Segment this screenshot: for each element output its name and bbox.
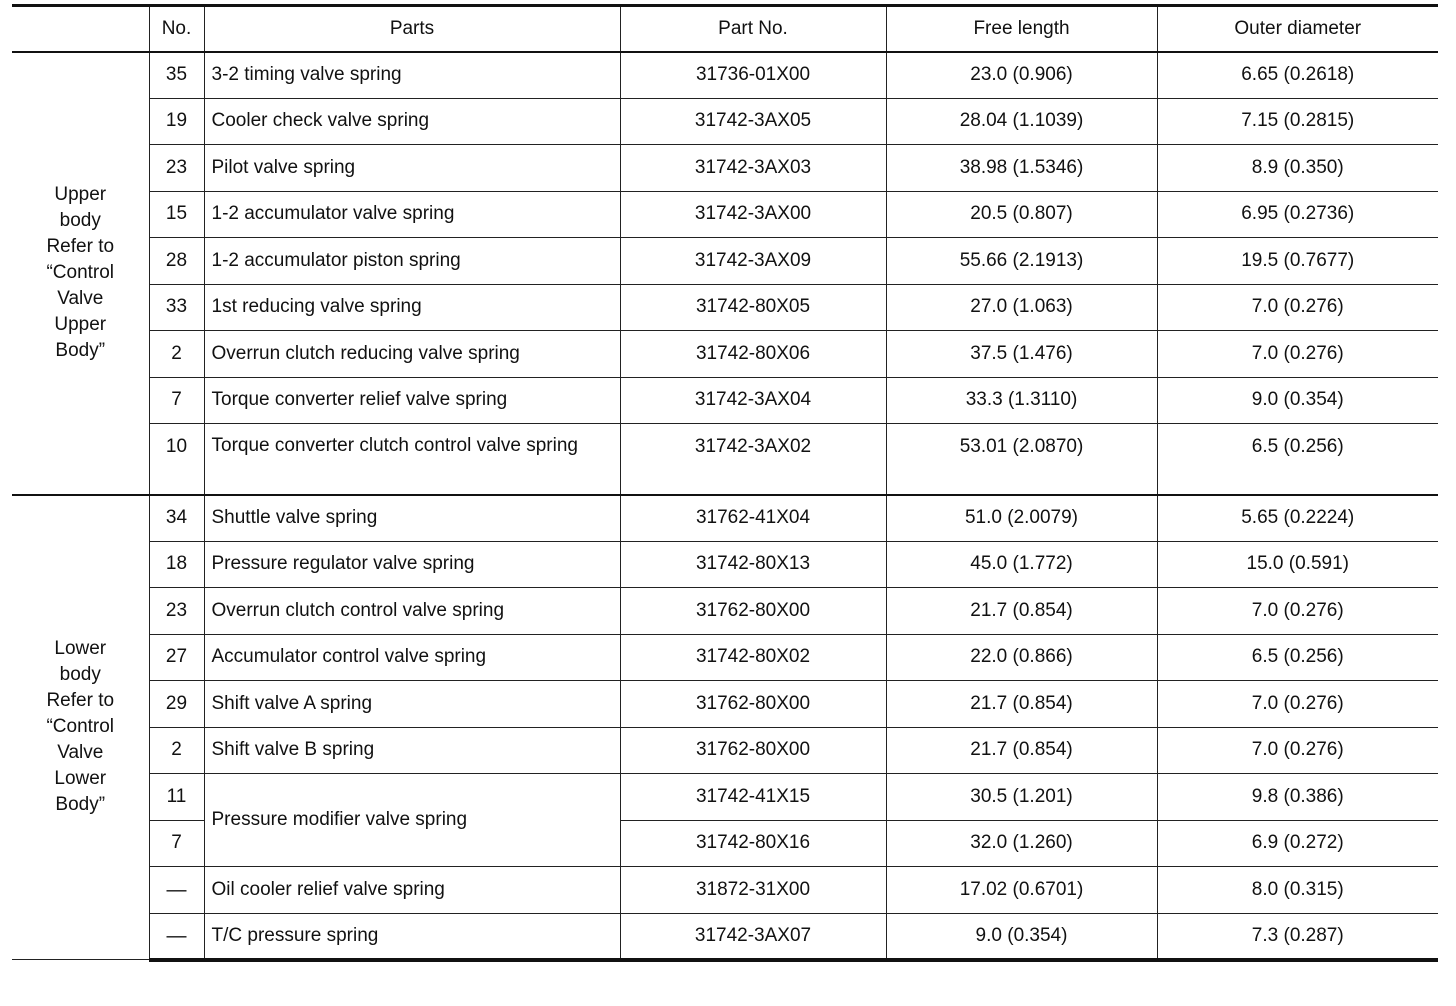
cell-part-no: 31742-80X05 [620,284,886,331]
cell-outer-diameter: 9.8 (0.386) [1157,774,1438,821]
cell-outer-diameter: 7.0 (0.276) [1157,284,1438,331]
table-row [12,541,1438,588]
cell-outer-diameter: 7.0 (0.276) [1157,588,1438,635]
cell-no: 34 [149,495,204,542]
cell-part: T/C pressure spring [204,913,620,960]
cell-part: Overrun clutch reducing valve spring [204,331,620,378]
cell-free-length: 30.5 (1.201) [886,774,1157,821]
cell-free-length: 21.7 (0.854) [886,588,1157,635]
table-row [12,681,1438,728]
group-label-line: Upper [54,314,107,335]
cell-no: 35 [149,52,204,99]
cell-outer-diameter: 8.0 (0.315) [1157,867,1438,914]
group-label-line: Lower [54,768,107,790]
cell-free-length: 21.7 (0.854) [886,681,1157,728]
cell-part: Pilot valve spring [204,145,620,192]
group-label-line: Valve [57,742,104,764]
cell-part-no: 31742-3AX00 [620,191,886,238]
cell-part: Shuttle valve spring [204,495,620,542]
cell-no: 23 [149,588,204,635]
cell-no: 15 [149,191,204,238]
lower-body-group [12,495,1438,960]
spring-spec-table [12,4,1438,962]
cell-part: 1-2 accumulator valve spring [204,191,620,238]
cell-part-no: 31742-3AX05 [620,98,886,145]
cell-free-length: 33.3 (1.3110) [886,377,1157,424]
cell-part-no: 31762-80X00 [620,681,886,728]
cell-outer-diameter: 7.0 (0.276) [1157,727,1438,774]
cell-outer-diameter: 6.5 (0.256) [1157,424,1438,495]
cell-outer-diameter: 9.0 (0.354) [1157,377,1438,424]
cell-outer-diameter: 6.9 (0.272) [1157,820,1438,867]
table-row [12,284,1438,331]
cell-free-length: 27.0 (1.063) [886,284,1157,331]
cell-part-no: 31742-3AX04 [620,377,886,424]
group-label-line: Body” [55,340,106,361]
group-label-line: “Control [46,262,115,283]
cell-free-length: 21.7 (0.854) [886,727,1157,774]
cell-part: Shift valve A spring [204,681,620,728]
cell-no: 33 [149,284,204,331]
group-label-line: “Control [46,716,115,738]
cell-free-length: 28.04 (1.1039) [886,98,1157,145]
cell-part-no: 31872-31X00 [620,867,886,914]
group-label-upper [12,52,149,495]
cell-free-length: 37.5 (1.476) [886,331,1157,378]
cell-part-no: 31742-80X06 [620,331,886,378]
cell-outer-diameter: 7.0 (0.276) [1157,681,1438,728]
cell-no: 2 [149,727,204,774]
table-row [12,145,1438,192]
cell-part-no: 31742-41X15 [620,774,886,821]
cell-free-length: 22.0 (0.866) [886,634,1157,681]
cell-no: — [149,867,204,914]
cell-part: Pressure regulator valve spring [204,541,620,588]
cell-outer-diameter: 5.65 (0.2224) [1157,495,1438,542]
cell-outer-diameter: 7.15 (0.2815) [1157,98,1438,145]
cell-part: Torque converter relief valve spring [204,377,620,424]
header-row [12,6,1438,52]
cell-free-length: 38.98 (1.5346) [886,145,1157,192]
cell-part-no: 31742-80X13 [620,541,886,588]
cell-outer-diameter: 7.3 (0.287) [1157,913,1438,960]
cell-part: Cooler check valve spring [204,98,620,145]
cell-free-length: 23.0 (0.906) [886,52,1157,99]
cell-part: 1-2 accumulator piston spring [204,238,620,285]
cell-part-no: 31742-3AX07 [620,913,886,960]
cell-no: 11 [149,774,204,821]
cell-no: 29 [149,681,204,728]
cell-part: 1st reducing valve spring [204,284,620,331]
cell-outer-diameter: 6.5 (0.256) [1157,634,1438,681]
cell-no: 10 [149,424,204,495]
cell-part: Shift valve B spring [204,727,620,774]
table-row [12,424,1438,495]
cell-free-length: 9.0 (0.354) [886,913,1157,960]
group-label-lower [12,495,149,960]
upper-body-group [12,52,1438,495]
cell-part: Torque converter clutch control valve spring [204,424,620,495]
group-label-line: Refer to [46,690,115,712]
table-row [12,913,1438,960]
cell-part-no: 31736-01X00 [620,52,886,99]
cell-part-no: 31742-3AX03 [620,145,886,192]
group-label-line: Lower [54,638,107,660]
table-row [12,331,1438,378]
cell-outer-diameter: 6.95 (0.2736) [1157,191,1438,238]
group-label-line: body [59,664,101,686]
cell-no: 7 [149,377,204,424]
cell-part: Overrun clutch control valve spring [204,588,620,635]
cell-outer-diameter: 6.65 (0.2618) [1157,52,1438,99]
cell-free-length: 45.0 (1.772) [886,541,1157,588]
group-label-line: Upper [54,184,107,205]
cell-free-length: 53.01 (2.0870) [886,424,1157,495]
cell-part-no: 31742-80X02 [620,634,886,681]
table-row [12,377,1438,424]
cell-outer-diameter: 15.0 (0.591) [1157,541,1438,588]
cell-part: 3-2 timing valve spring [204,52,620,99]
group-label-line: Refer to [46,236,115,257]
cell-no: 2 [149,331,204,378]
cell-no: 19 [149,98,204,145]
group-label-line: body [59,210,101,231]
cell-outer-diameter: 7.0 (0.276) [1157,331,1438,378]
cell-outer-diameter: 8.9 (0.350) [1157,145,1438,192]
table-row [12,867,1438,914]
cell-outer-diameter: 19.5 (0.7677) [1157,238,1438,285]
header-outer-diameter: Outer diameter [1157,6,1438,52]
group-label-line: Valve [57,288,104,309]
cell-part-no: 31762-80X00 [620,588,886,635]
header-part-no: Part No. [620,6,886,52]
cell-free-length: 20.5 (0.807) [886,191,1157,238]
cell-part-no: 31742-80X16 [620,820,886,867]
table-row [12,238,1438,285]
header-group [12,6,149,52]
cell-free-length: 32.0 (1.260) [886,820,1157,867]
cell-free-length: 17.02 (0.6701) [886,867,1157,914]
cell-part: Pressure modifier valve spring [204,774,620,867]
table-row [12,588,1438,635]
cell-part-no: 31742-3AX02 [620,424,886,495]
cell-part-no: 31742-3AX09 [620,238,886,285]
cell-no: 23 [149,145,204,192]
header-parts: Parts [204,6,620,52]
table-row [12,634,1438,681]
table-row [12,52,1438,99]
cell-part-no: 31762-80X00 [620,727,886,774]
cell-no: 27 [149,634,204,681]
table-row [12,191,1438,238]
cell-no: 7 [149,820,204,867]
cell-free-length: 51.0 (2.0079) [886,495,1157,542]
cell-free-length: 55.66 (2.1913) [886,238,1157,285]
cell-no: 28 [149,238,204,285]
header-no: No. [149,6,204,52]
table-row [12,727,1438,774]
cell-part: Accumulator control valve spring [204,634,620,681]
table-row [12,495,1438,542]
header-free-length: Free length [886,6,1157,52]
cell-part: Oil cooler relief valve spring [204,867,620,914]
table-row [12,774,1438,821]
cell-part-no: 31762-41X04 [620,495,886,542]
cell-no: — [149,913,204,960]
cell-no: 18 [149,541,204,588]
group-label-line: Body” [55,794,106,816]
table-row [12,98,1438,145]
